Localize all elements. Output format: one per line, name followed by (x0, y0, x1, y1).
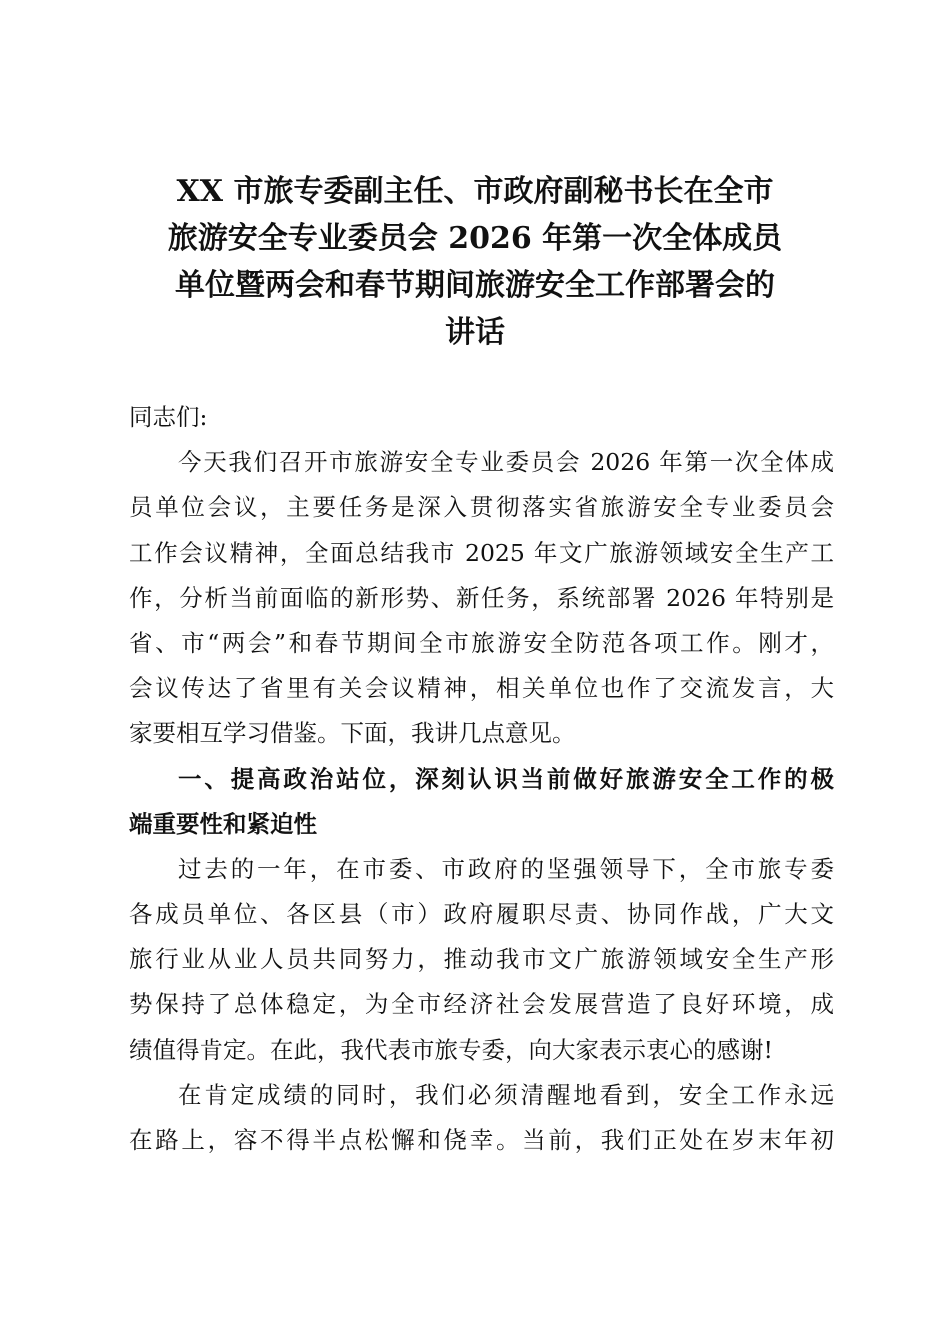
paragraph-line: 过去的一年，在市委、市政府的坚强领导下，全市旅专委 (178, 854, 834, 883)
heading-line: 端重要性和紧迫性 (129, 809, 317, 838)
paragraph-line: 作，分析当前面临的新形势、新任务，系统部署 2026 年特别是 (129, 583, 834, 612)
document-body (129, 395, 834, 1163)
document-title (110, 168, 840, 356)
salutation (129, 395, 834, 440)
title-line: 单位暨两会和春节期间旅游安全工作部署会的 (175, 268, 775, 303)
paragraph-1 (129, 440, 834, 756)
paragraph-line: 在路上，容不得半点松懈和侥幸。当前，我们正处在岁末年初 (129, 1126, 834, 1154)
paragraph-line: 绩值得肯定。在此，我代表市旅专委，向大家表示衷心的感谢! (129, 1035, 773, 1064)
paragraph-line: 工作会议精神，全面总结我市 2025 年文广旅游领域安全生产工 (129, 538, 834, 567)
salutation-text: 同志们: (129, 403, 208, 431)
title-line: 讲话 (445, 315, 505, 350)
paragraph-line: 省、市“两会”和春节期间全市旅游安全防范各项工作。刚才， (129, 628, 834, 657)
title-line: XX 市旅专委副主任、市政府副秘书长在全市 (176, 174, 774, 209)
paragraph-line: 旅行业从业人员共同努力，推动我市文广旅游领域安全生产形 (129, 945, 834, 974)
paragraph-3 (129, 1073, 834, 1163)
paragraph-2 (129, 847, 834, 1073)
paragraph-line: 会议传达了省里有关会议精神，相关单位也作了交流发言，大 (129, 674, 834, 703)
paragraph-line: 在肯定成绩的同时，我们必须清醒地看到，安全工作永远 (178, 1080, 834, 1109)
paragraph-line: 今天我们召开市旅游安全专业委员会 2026 年第一次全体成 (178, 448, 834, 477)
heading-line: 一、提高政治站位，深刻认识当前做好旅游安全工作的极 (178, 764, 834, 793)
paragraph-line: 各成员单位、各区县（市）政府履职尽责、协同作战，广大文 (129, 900, 834, 929)
section-heading-1 (129, 757, 834, 847)
paragraph-line: 家要相互学习借鉴。下面，我讲几点意见。 (129, 719, 576, 748)
paragraph-line: 员单位会议，主要任务是深入贯彻落实省旅游安全专业委员会 (129, 493, 834, 522)
paragraph-line: 势保持了总体稳定，为全市经济社会发展营造了良好环境，成 (129, 990, 834, 1019)
title-line: 旅游安全专业委员会 2026 年第一次全体成员 (167, 221, 783, 256)
